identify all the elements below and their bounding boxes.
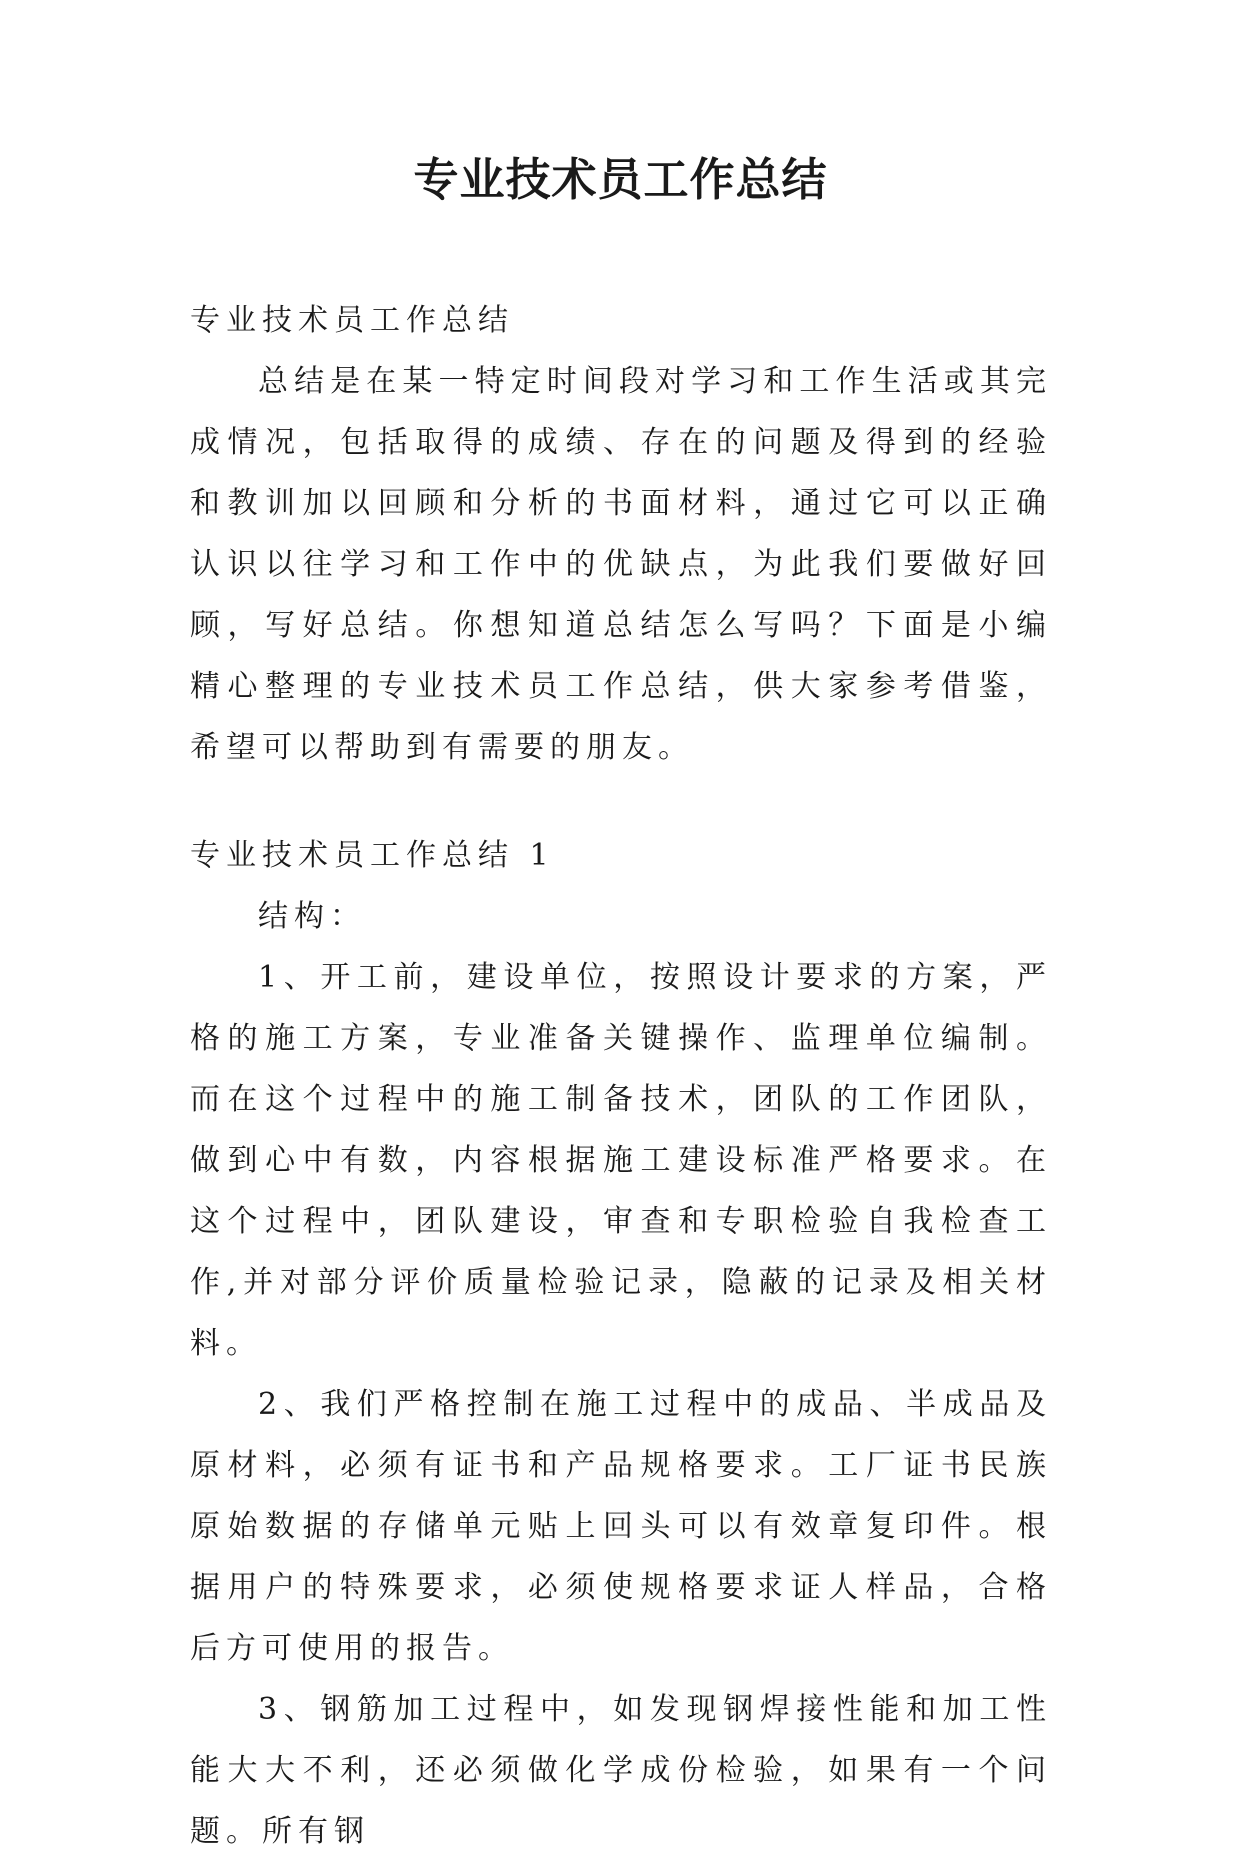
paragraph-item-2: 2、我们严格控制在施工过程中的成品、半成品及原材料，必须有证书和产品规格要求。工厂证书民族原始数据的存储单元贴上回头可以有效章复印件。根据用户的特殊要求，必须使规格要求证人样品，合格后方可使用的报告。 bbox=[190, 1387, 1052, 1666]
document-body bbox=[190, 290, 1052, 1862]
intro-paragraph: 总结是在某一特定时间段对学习和工作生活或其完成情况，包括取得的成绩、存在的问题及得到的经验和教训加以回顾和分析的书面材料，通过它可以正确认识以往学习和工作中的优缺点，为此我们要做好回顾，写好总结。你想知道总结怎么写吗？下面是小编精心整理的专业技术员工作总结，供大家参考借鉴，希望可以帮助到有需要的朋友。 bbox=[190, 364, 1052, 765]
document-title: 专业技术员工作总结 bbox=[413, 153, 828, 206]
section-heading-1: 专业技术员工作总结 1 bbox=[190, 838, 555, 873]
paragraph-item-3: 3、钢筋加工过程中，如发现钢焊接性能和加工性能大大不利，还必须做化学成份检验，如果有一个问题。所有钢 bbox=[190, 1692, 1052, 1849]
paragraph-item-1: 1、开工前，建设单位，按照设计要求的方案，严格的施工方案，专业准备关键操作、监理单位编制。而在这个过程中的施工制备技术，团队的工作团队，做到心中有数，内容根据施工建设标准严格要求。在这个过程中，团队建设，审查和专职检验自我检查工作,并对部分评价质量检验记录，隐蔽的记录及相关材料。 bbox=[190, 960, 1052, 1361]
section-heading-intro: 专业技术员工作总结 bbox=[190, 303, 514, 338]
structure-label: 结构： bbox=[258, 899, 366, 934]
